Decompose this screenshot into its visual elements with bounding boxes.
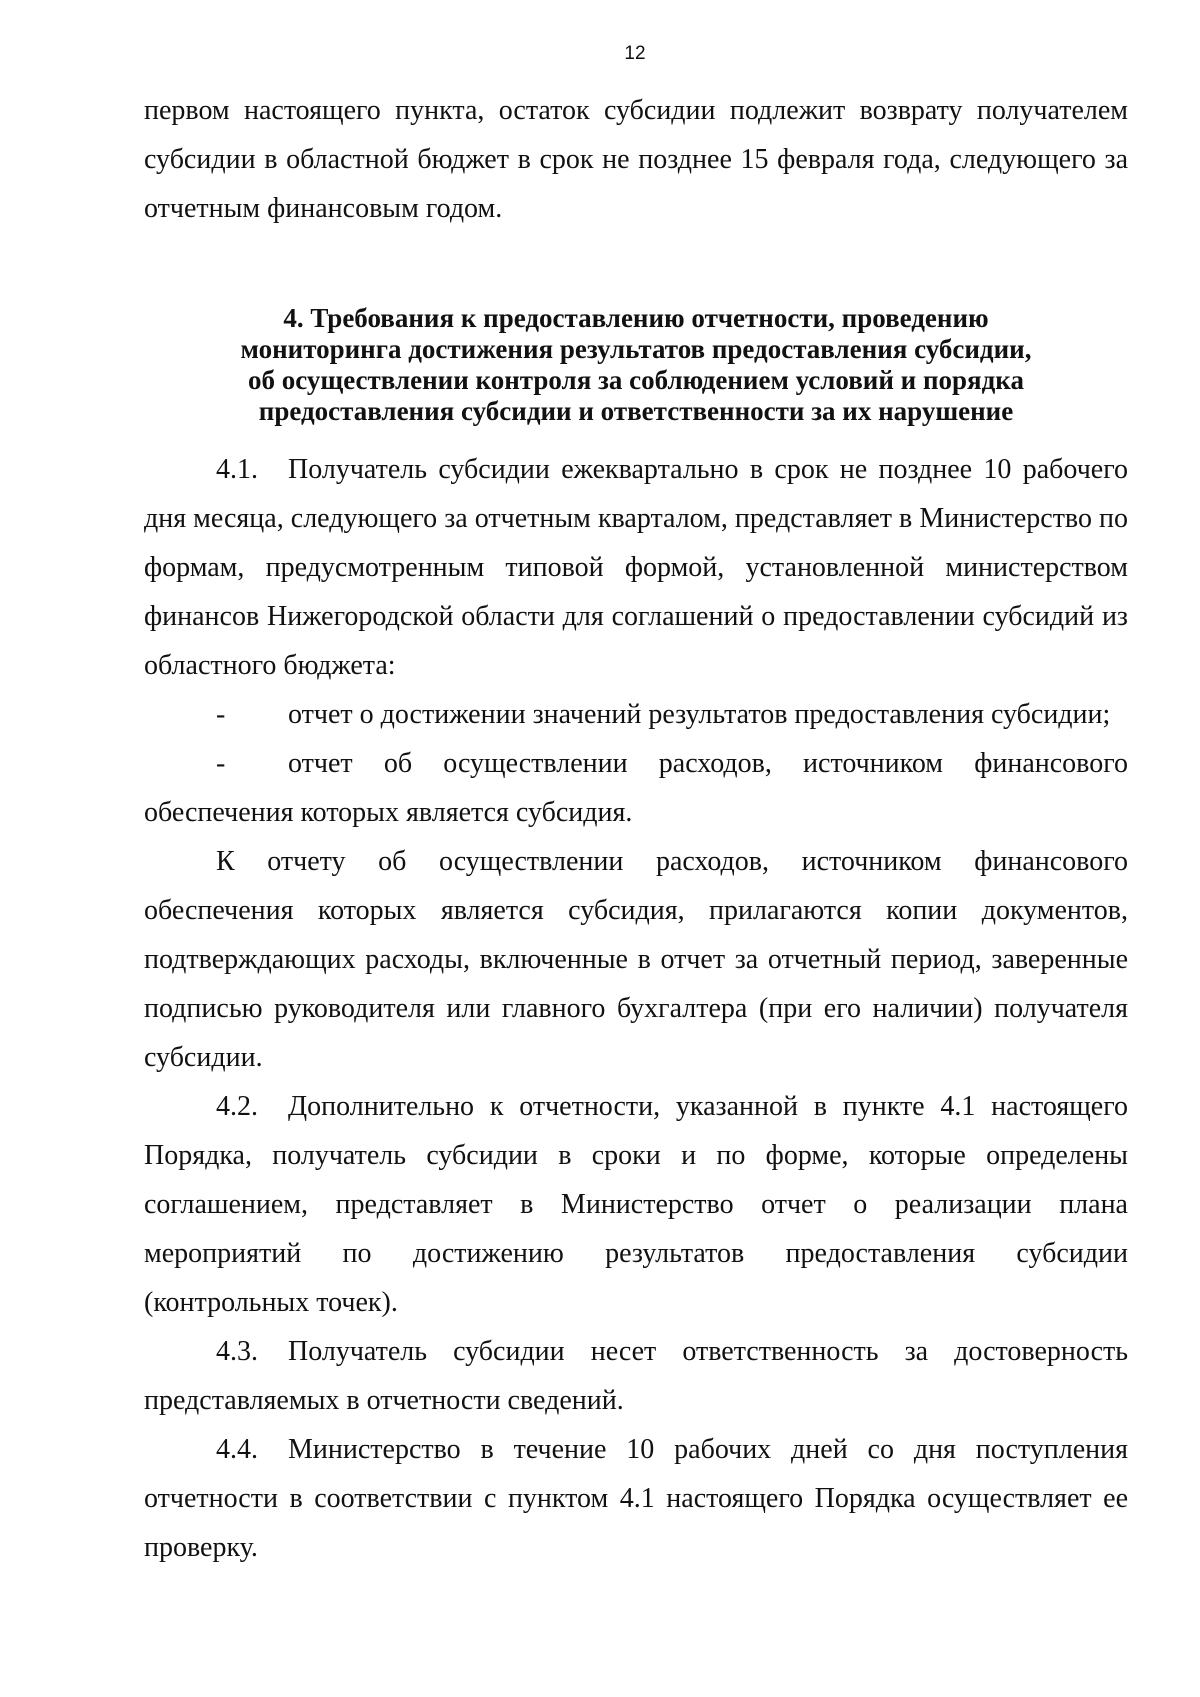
attachment-paragraph: К отчету об осуществлении расходов, источником финансового обеспечения которых является субсидия, прилагаются копии документов, подтверждающих расходы, включенные в отчет за отчетный период, заверенные подписью руководителя или главного бухгалтера (при его наличии) получателя субсидии. xyxy=(144,846,1128,1073)
clause-text: Получатель субсидии несет ответственность за достоверность представляемых в отчетности сведений. xyxy=(144,1336,1128,1416)
clause-number: 4.3. xyxy=(216,1336,258,1367)
page-number: 12 xyxy=(624,43,646,64)
section-heading-line: об осуществлении контроля за соблюдением условий и порядка xyxy=(248,365,1024,395)
list-marker: - xyxy=(216,699,226,730)
clause-number: 4.1. xyxy=(216,454,258,485)
document-body xyxy=(144,86,1128,1572)
clause-number: 4.4. xyxy=(216,1434,258,1465)
list-item xyxy=(144,739,1128,837)
section-heading-line: предоставления субсидии и ответственности за их нарушение xyxy=(258,396,1014,426)
clause-text: Дополнительно к отчетности, указанной в пункте 4.1 настоящего Порядка, получатель субсидии в сроки и по форме, которые определены соглашением, представляет в Министерство отчет о реализации плана мероприятий по достижению результатов предоставления субсидии (контрольных точек). xyxy=(144,1091,1128,1318)
list-item-text: отчет об осуществлении расходов, источником финансового обеспечения которых является субсидия. xyxy=(144,748,1128,828)
clause-number: 4.2. xyxy=(216,1091,258,1122)
clause-text: Получатель субсидии ежеквартально в срок не позднее 10 рабочего дня месяца, следующего за отчетным кварталом, представляет в Министерство по формам, предусмотренным типовой формой, установленной министерством финансов Нижегородской области для соглашений о предоставлении субсидий из областного бюджета: xyxy=(144,454,1128,681)
list-item-text: отчет о достижении значений результатов предоставления субсидии; xyxy=(288,699,1111,730)
intro-paragraph: первом настоящего пункта, остаток субсидии подлежит возврату получателем субсидии в областной бюджет в срок не позднее 15 февраля года, следующего за отчетным финансовым годом. xyxy=(144,95,1128,224)
list-item xyxy=(144,690,1128,739)
clause-4-2 xyxy=(144,1082,1128,1327)
section-heading xyxy=(144,303,1128,427)
section-heading-line: мониторинга достижения результатов предоставления субсидии, xyxy=(240,334,1032,364)
clause-4-4 xyxy=(144,1425,1128,1572)
clause-text: Министерство в течение 10 рабочих дней со дня поступления отчетности в соответствии с пунктом 4.1 настоящего Порядка осуществляет ее проверку. xyxy=(144,1434,1128,1563)
clause-4-3 xyxy=(144,1327,1128,1425)
clause-4-1 xyxy=(144,445,1128,690)
list-marker: - xyxy=(216,748,226,779)
section-heading-line: 4. Требования к предоставлению отчетности, проведению xyxy=(283,303,989,333)
